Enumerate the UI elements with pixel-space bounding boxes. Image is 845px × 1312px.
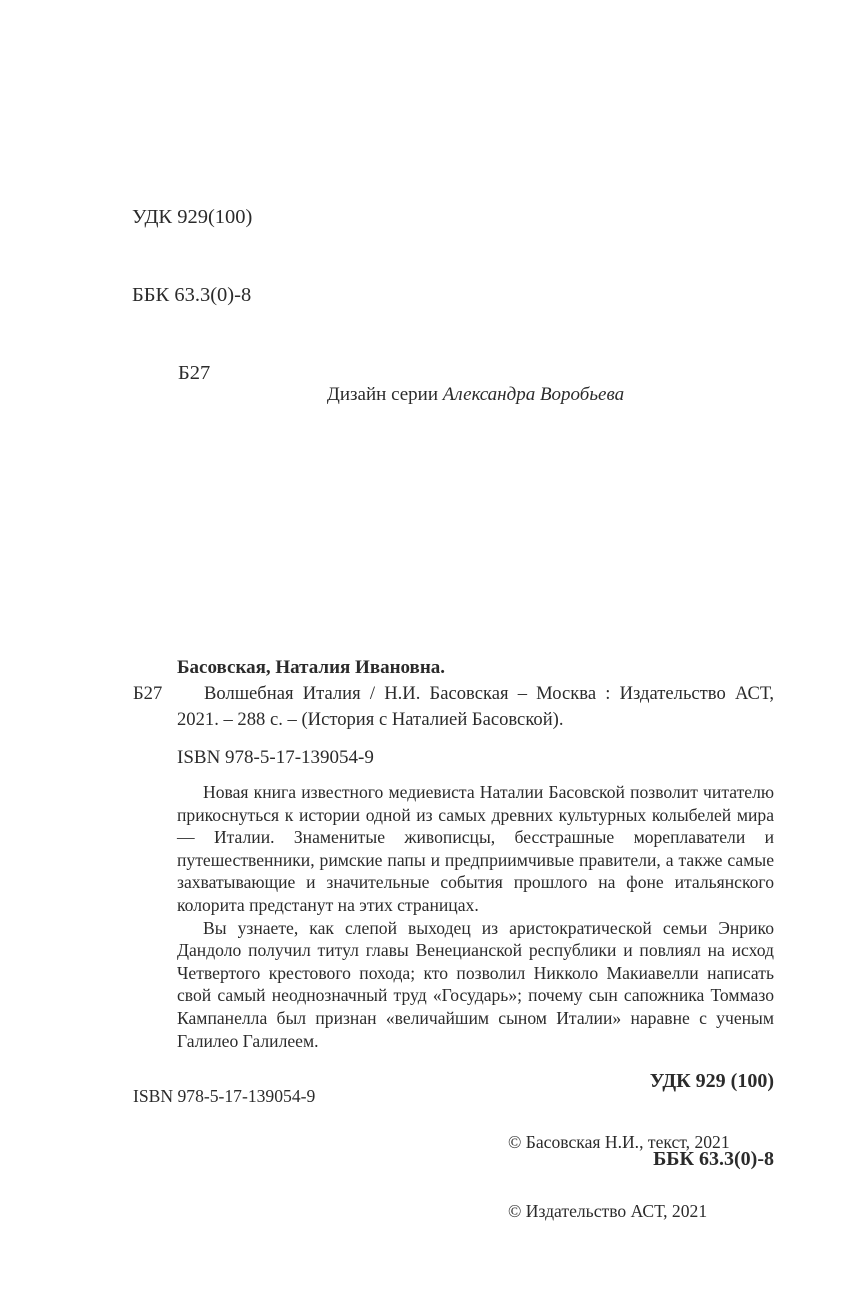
annotation-paragraph: Новая книга известного медиевиста Наталии Басовской позволит читателю прикоснуться к истории одной из самых древних культурных колыбелей мира — Италии. Знаменитые живописцы, бесстрашные мореплаватели и путешественники, римские папы и предприимчивые правители, а также самые захватывающие и значительные события прошлого на фоне итальянского колорита предстанут на этих страницах. — [177, 782, 774, 915]
annotation-block — [177, 781, 774, 1052]
series-designer-name: Александра Воробьева — [442, 384, 625, 405]
copyright-line-author: © Басовская Н.И., текст, 2021 — [508, 1132, 730, 1152]
series-design-label: Дизайн серии — [326, 384, 443, 405]
cip-entry — [133, 681, 774, 732]
bbk-code-top: ББК 63.3(0)-8 — [132, 284, 252, 306]
copyright-block — [508, 1085, 730, 1269]
cip-author-name: Басовская, Наталия Ивановна. — [177, 657, 446, 678]
series-design-credit — [177, 383, 774, 407]
cip-block — [133, 655, 774, 1052]
cip-shelf-marker: Б27 — [133, 683, 163, 704]
isbn-footer: ISBN 978-5-17-139054-9 — [133, 1086, 316, 1106]
cip-entry-text: Волшебная Италия / Н.И. Басовская – Москва : Издательство АСТ, 2021. – 288 с. – (История с Наталией Басовской). — [177, 683, 774, 730]
isbn-primary: ISBN 978-5-17-139054-9 — [177, 747, 374, 768]
author-code-top: Б27 — [178, 362, 211, 384]
bbk-code-bottom: ББК 63.3(0)-8 — [653, 1148, 774, 1170]
udk-code-bottom: УДК 929 (100) — [649, 1070, 774, 1092]
udk-code-top: УДК 929(100) — [132, 206, 253, 228]
copyright-line-publisher: © Издательство АСТ, 2021 — [508, 1201, 708, 1221]
annotation-paragraph: Вы узнаете, как слепой выходец из аристократической семьи Энрико Дандоло получил титул главы Венецианской республики и повлиял на исход Четвертого крестового похода; кто позволил Никколо Макиавелли написать свой самый неоднозначный труд «Государь»; почему сын сапожника Томмазо Кампанелла был признан «величайшим сыном Италии» наравне с ученым Галилео Галилеем. — [177, 917, 774, 1051]
